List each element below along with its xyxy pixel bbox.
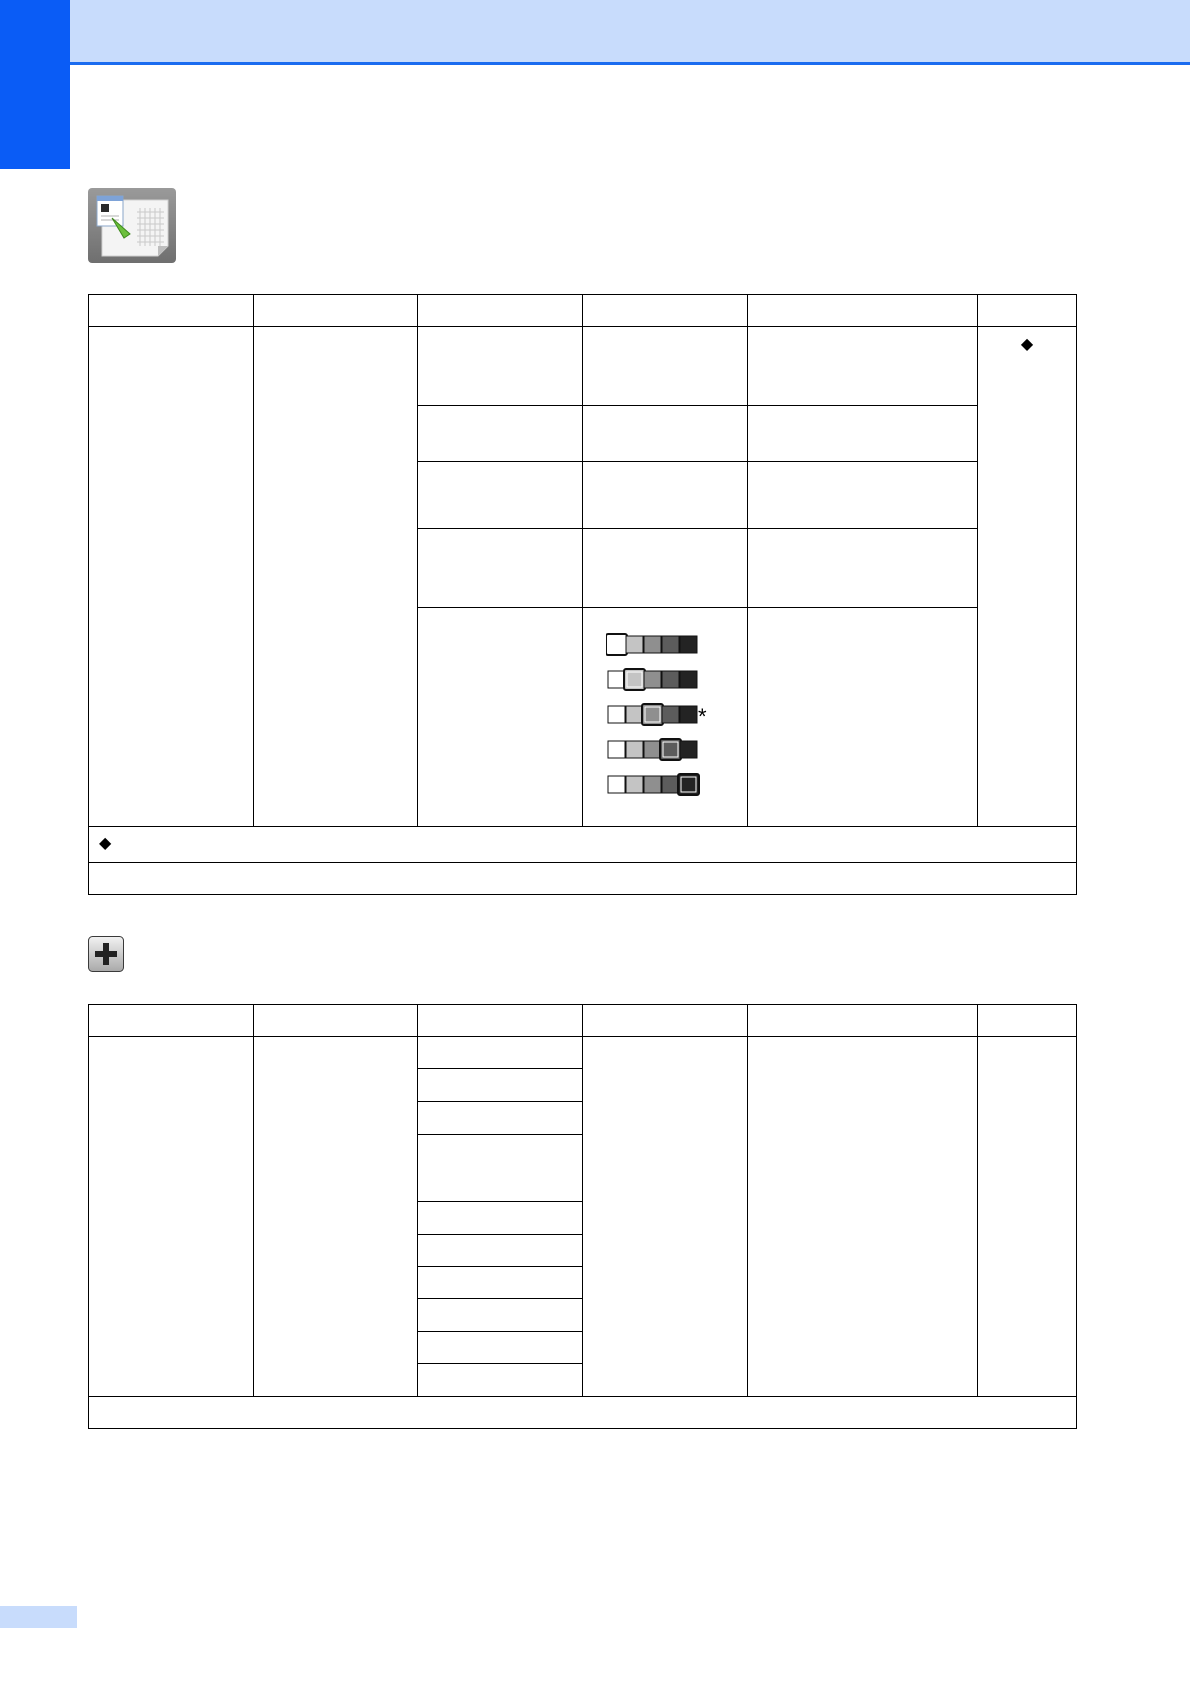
density-swatch xyxy=(662,671,679,688)
option-cell xyxy=(418,1299,583,1332)
marker-cell xyxy=(978,1037,1077,1397)
marker-cell xyxy=(978,327,1077,827)
header-cell xyxy=(254,1005,418,1037)
header-cell xyxy=(254,295,418,327)
diamond-marker-icon: ◆ xyxy=(1020,336,1034,353)
density-swatch xyxy=(608,776,625,793)
density-swatch xyxy=(644,671,661,688)
density-swatch xyxy=(680,671,697,688)
copy-settings-icon xyxy=(88,188,176,263)
option-cell xyxy=(418,1037,583,1069)
level2-cell xyxy=(254,327,418,827)
table-header-row xyxy=(89,1005,1077,1037)
options-cell xyxy=(583,406,748,462)
density-scale-icon xyxy=(606,632,706,658)
header-band xyxy=(0,0,1190,62)
header-rule xyxy=(70,62,1190,65)
level3-cell xyxy=(418,529,583,608)
footnote-row xyxy=(89,1397,1077,1429)
option-cell xyxy=(418,1069,583,1102)
density-scale-icon xyxy=(606,702,706,728)
default-mark: * xyxy=(698,704,707,729)
option-cell xyxy=(418,1364,583,1397)
note-row xyxy=(89,827,1077,863)
level1-cell xyxy=(89,1037,254,1397)
density-options-cell xyxy=(583,608,748,827)
option-cell xyxy=(418,1332,583,1364)
header-cell xyxy=(418,295,583,327)
density-swatch xyxy=(608,706,625,723)
level3-cell xyxy=(418,608,583,827)
density-scale-icon xyxy=(606,667,706,693)
level3-cell xyxy=(418,462,583,529)
plus-icon xyxy=(88,936,124,972)
table-row xyxy=(89,1037,1077,1069)
description-cell xyxy=(748,462,978,529)
density-swatch xyxy=(680,741,697,758)
option-cell xyxy=(418,1202,583,1235)
option-cell xyxy=(418,1235,583,1267)
header-cell xyxy=(978,1005,1077,1037)
density-swatch xyxy=(644,636,661,653)
density-scale-row xyxy=(583,772,747,807)
density-swatch xyxy=(644,776,661,793)
density-swatch xyxy=(662,706,679,723)
level2-cell xyxy=(254,1037,418,1397)
level3-cell xyxy=(418,327,583,406)
density-swatch xyxy=(662,776,679,793)
footnote-cell xyxy=(89,1397,1077,1429)
description-cell xyxy=(748,327,978,406)
description-cell xyxy=(748,1037,978,1397)
options-cell xyxy=(583,462,748,529)
density-scale-row xyxy=(583,632,747,667)
density-swatch xyxy=(680,636,697,653)
options-cell xyxy=(583,1037,748,1397)
density-swatch xyxy=(626,706,643,723)
density-swatch xyxy=(626,776,643,793)
chapter-tab xyxy=(0,0,70,169)
level1-cell xyxy=(89,327,254,827)
footnote-row xyxy=(89,863,1077,895)
density-scale-icon xyxy=(606,772,706,798)
options-cell xyxy=(583,529,748,608)
description-cell xyxy=(748,406,978,462)
density-swatch xyxy=(626,741,643,758)
density-swatch xyxy=(608,671,625,688)
density-swatch xyxy=(662,636,679,653)
density-scale-row xyxy=(583,737,747,772)
settings-table-2 xyxy=(88,1004,1077,1429)
density-swatch xyxy=(680,706,697,723)
density-swatch xyxy=(608,741,625,758)
header-cell xyxy=(89,1005,254,1037)
header-cell xyxy=(89,295,254,327)
settings-table-1 xyxy=(88,294,1077,895)
options-cell xyxy=(583,327,748,406)
density-scale-icon xyxy=(606,737,706,763)
footer-page-tab xyxy=(0,1606,77,1628)
density-scale-row xyxy=(583,667,747,702)
description-cell xyxy=(748,608,978,827)
density-swatch xyxy=(626,636,643,653)
header-cell xyxy=(583,295,748,327)
density-scale-list xyxy=(583,608,747,807)
density-swatch xyxy=(644,741,661,758)
level3-cell xyxy=(418,406,583,462)
option-cell xyxy=(418,1102,583,1135)
header-cell xyxy=(978,295,1077,327)
header-cell xyxy=(748,295,978,327)
header-cell xyxy=(583,1005,748,1037)
table-row xyxy=(89,327,1077,406)
header-cell xyxy=(748,1005,978,1037)
description-cell xyxy=(748,529,978,608)
header-cell xyxy=(418,1005,583,1037)
density-swatch-selected xyxy=(606,634,627,655)
note-cell xyxy=(89,827,1077,863)
density-scale-row xyxy=(583,702,747,737)
table-header-row xyxy=(89,295,1077,327)
footnote-cell xyxy=(89,863,1077,895)
option-cell xyxy=(418,1135,583,1202)
diamond-note-icon: ◆ xyxy=(99,835,112,852)
option-cell xyxy=(418,1267,583,1299)
